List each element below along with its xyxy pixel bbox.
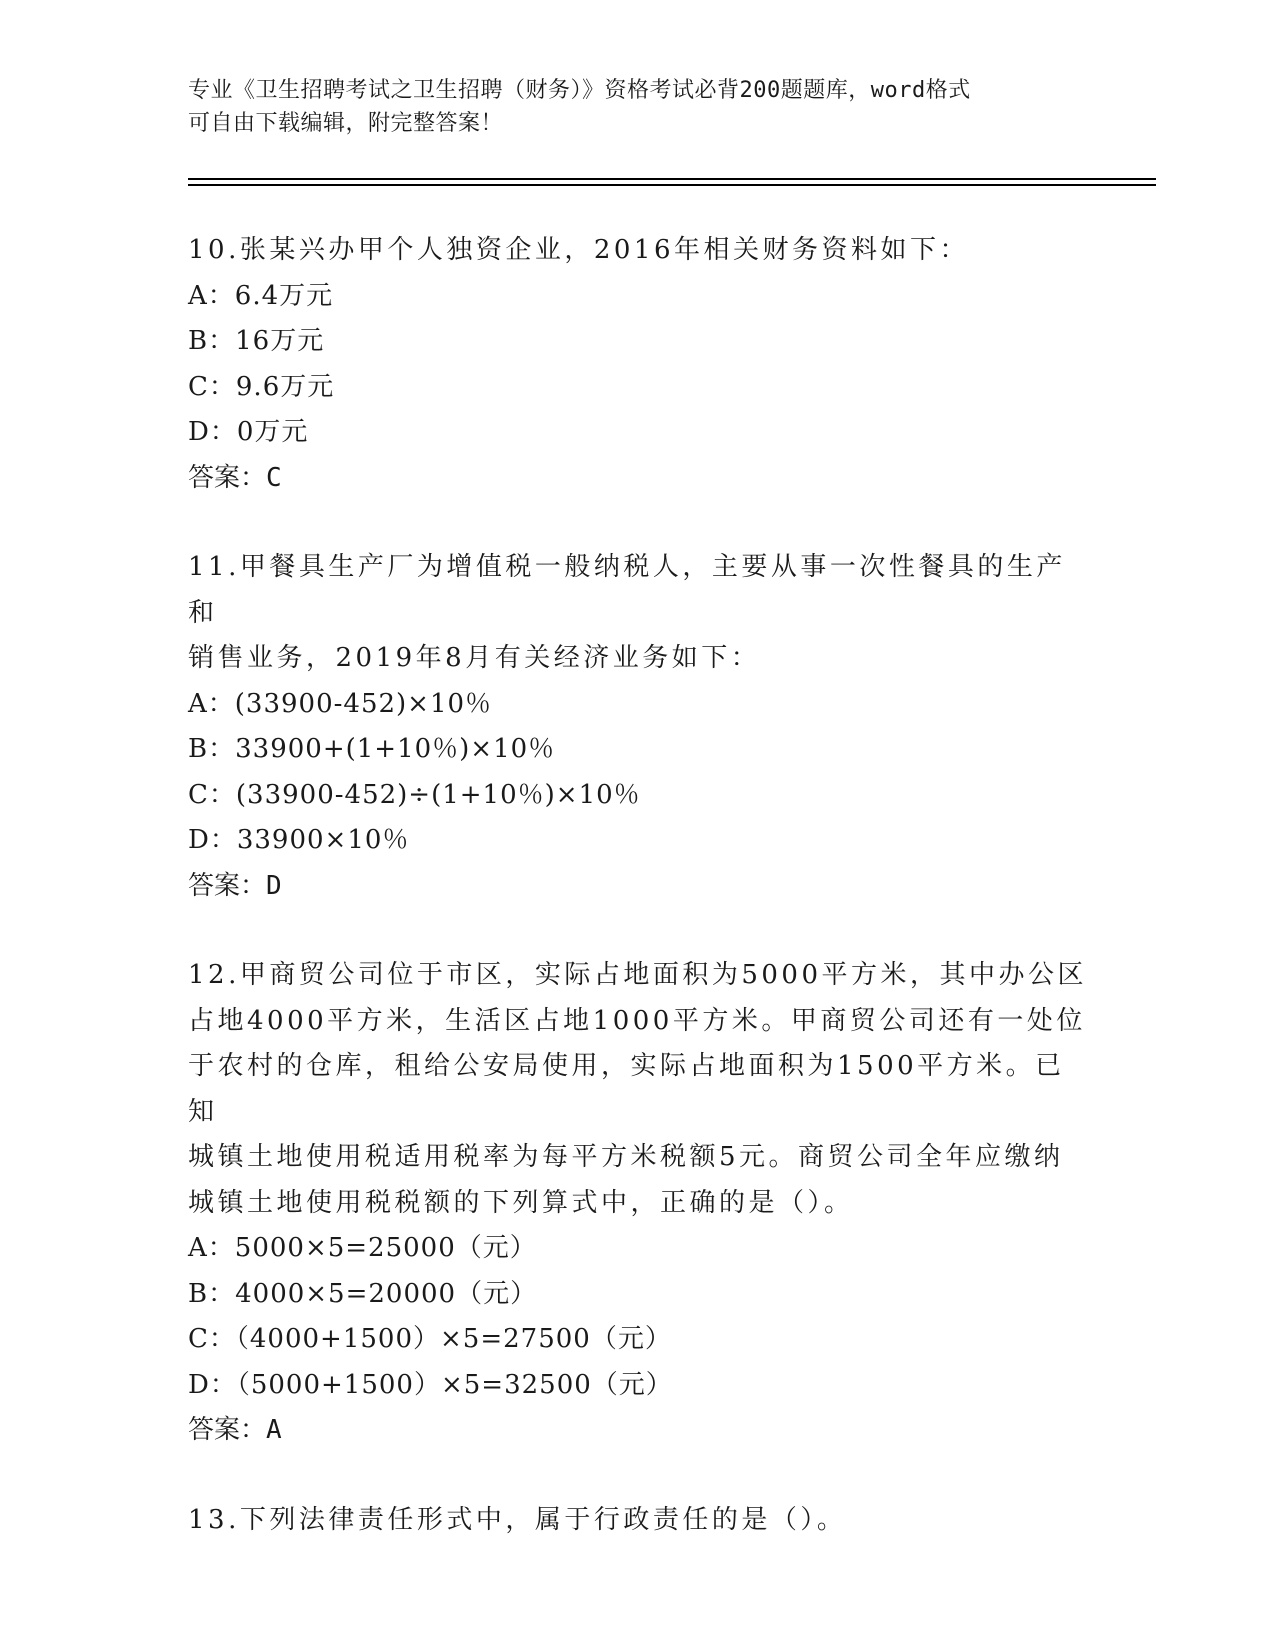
option-d: D：0万元 [188, 417, 309, 447]
header-line-2: 可自由下载编辑，附完整答案！ [188, 111, 504, 136]
option-d: D：33900×10％ [188, 825, 410, 855]
answer-line: 答案：D [188, 870, 282, 901]
question-list [188, 228, 1088, 1587]
option-b: B：16万元 [188, 326, 325, 356]
answer-line: 答案：C [188, 462, 282, 493]
document-header [188, 74, 1088, 140]
header-line-1: 专业《卫生招聘考试之卫生招聘（财务）》资格考试必背200题题库，word格式 [188, 78, 971, 103]
option-c: C：9.6万元 [188, 371, 335, 402]
question-stem: 城镇土地使用税税额的下列算式中，正确的是（）。 [188, 1187, 854, 1218]
question-stem: 12.甲商贸公司位于市区，实际占地面积为5000平方米，其中办公区 [188, 960, 1088, 990]
question-stem: 13.下列法律责任形式中，属于行政责任的是（）。 [188, 1504, 847, 1535]
answer-line: 答案：A [188, 1415, 282, 1445]
option-b: B：4000×5=20000（元） [188, 1278, 538, 1309]
question-stem: 10.张某兴办甲个人独资企业，2016年相关财务资料如下： [188, 235, 970, 265]
question-stem: 销售业务，2019年8月有关经济业务如下： [188, 643, 761, 673]
question-12 [188, 953, 1088, 1454]
option-d: D：（5000+1500）×5=32500（元） [188, 1369, 673, 1400]
option-c: C：(33900-452)÷(1+10％)×10％ [188, 779, 641, 810]
option-b: B：33900+(1+10％)×10％ [188, 734, 556, 764]
option-a: A：(33900-452)×10％ [188, 688, 493, 719]
question-13 [188, 1498, 1088, 1544]
question-11 [188, 545, 1088, 909]
question-stem: 11.甲餐具生产厂为增值税一般纳税人，主要从事一次性餐具的生产和 [188, 552, 1066, 628]
option-c: C：（4000+1500）×5=27500（元） [188, 1324, 672, 1354]
question-10 [188, 228, 1088, 501]
option-a: A：5000×5=25000（元） [188, 1233, 537, 1263]
question-stem: 占地4000平方米，生活区占地1000平方米。甲商贸公司还有一处位 [188, 1005, 1086, 1036]
question-stem: 于农村的仓库，租给公安局使用，实际占地面积为1500平方米。已知 [188, 1051, 1065, 1127]
question-stem: 城镇土地使用税适用税率为每平方米税额5元。商贸公司全年应缴纳 [188, 1142, 1064, 1172]
header-divider-bottom [188, 184, 1156, 186]
header-divider-top [188, 178, 1156, 180]
option-a: A：6.4万元 [188, 280, 334, 311]
